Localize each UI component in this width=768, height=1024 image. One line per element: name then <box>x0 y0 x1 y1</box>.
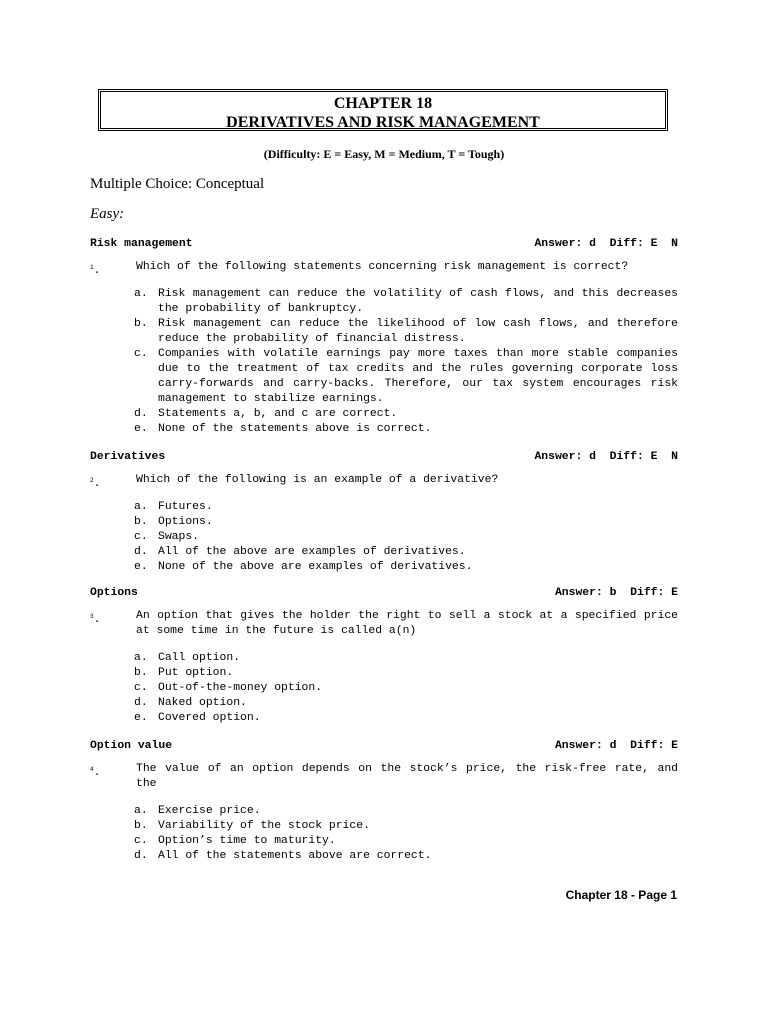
answer-choice: a. Exercise price. <box>134 805 261 817</box>
page-footer: Chapter 18 - Page 1 <box>565 888 677 902</box>
question-text <box>90 609 678 639</box>
question-answer-meta: Answer: d Diff: E <box>554 740 678 752</box>
question-number: $^1$. <box>90 264 101 277</box>
answer-choice: a. Call option. <box>134 652 241 664</box>
question-header <box>90 237 678 252</box>
answer-choice: b. Variability of the stock price. <box>134 820 370 832</box>
chapter-title: DERIVATIVES AND RISK MANAGEMENT <box>226 114 540 131</box>
question-topic: Risk management <box>90 238 193 250</box>
question-header <box>90 739 678 754</box>
question-block <box>90 586 678 726</box>
difficulty-legend: (Difficulty: E = Easy, M = Medium, T = Tough) <box>263 147 505 161</box>
answer-choice: c. Option’s time to maturity. <box>134 835 336 847</box>
question-stem: Which of the following statements concerning risk management is correct? <box>136 261 629 273</box>
question-stem: The value of an option depends on the stock’s price, the risk-free rate, and the <box>136 763 678 790</box>
question-topic: Derivatives <box>90 451 166 463</box>
question-block <box>90 237 678 437</box>
question-text <box>90 473 678 488</box>
section-heading: Multiple Choice: Conceptual <box>90 176 265 192</box>
chapter-number: CHAPTER 18 <box>333 95 433 112</box>
question-topic: Option value <box>90 740 173 752</box>
answer-choice: d. All of the above are examples of derivatives. <box>134 546 466 558</box>
question-stem: An option that gives the holder the right to sell a stock at a specified price at some time in the future is called a(n) <box>136 610 678 637</box>
question-text <box>90 762 678 792</box>
answer-choice: c. Out-of-the-money option. <box>134 682 323 694</box>
question-number: $^3$. <box>90 613 101 626</box>
question-header <box>90 586 678 601</box>
answer-choice: e. None of the statements above is correct. <box>134 423 432 435</box>
answer-choices <box>90 651 678 726</box>
answer-choices <box>90 500 678 575</box>
answer-choice: b. Put option. <box>134 667 234 679</box>
subsection-heading: Easy: <box>90 206 125 222</box>
question-answer-meta: Answer: b Diff: E <box>554 587 678 599</box>
answer-choices <box>90 287 678 437</box>
chapter-title-box <box>98 89 668 131</box>
question-answer-meta: Answer: d Diff: E N <box>534 451 678 463</box>
question-topic: Options <box>90 587 138 599</box>
question-stem: Which of the following is an example of a derivative? <box>136 474 499 486</box>
answer-choices <box>90 804 678 864</box>
question-number: $^4$. <box>90 766 101 779</box>
answer-choice: d. Naked option. <box>134 697 247 709</box>
answer-choice: d. All of the statements above are correct. <box>134 850 432 862</box>
question-header <box>90 450 678 465</box>
answer-choice: c. Companies with volatile earnings pay more taxes than more stable companies due to the treatment of tax credits and the rules governing corporate loss carry-forwards and carry-backs. Therefore, our tax system encourages risk management to stabilize earnings. <box>134 348 678 405</box>
question-number: $^2$. <box>90 477 101 490</box>
answer-choice: a. Risk management can reduce the volatility of cash flows, and this decreases the probability of bankruptcy. <box>134 288 678 315</box>
answer-choice: d. Statements a, b, and c are correct. <box>134 408 398 420</box>
question-text <box>90 260 678 275</box>
question-block <box>90 450 678 575</box>
answer-choice: b. Options. <box>134 516 213 528</box>
answer-choice: c. Swaps. <box>134 531 200 543</box>
question-answer-meta: Answer: d Diff: E N <box>534 238 678 250</box>
answer-choice: b. Risk management can reduce the likelihood of low cash flows, and therefore reduce the probability of financial distress. <box>134 318 678 345</box>
answer-choice: e. Covered option. <box>134 712 261 724</box>
answer-choice: a. Futures. <box>134 501 213 513</box>
answer-choice: e. None of the above are examples of derivatives. <box>134 561 473 573</box>
question-block <box>90 739 678 864</box>
